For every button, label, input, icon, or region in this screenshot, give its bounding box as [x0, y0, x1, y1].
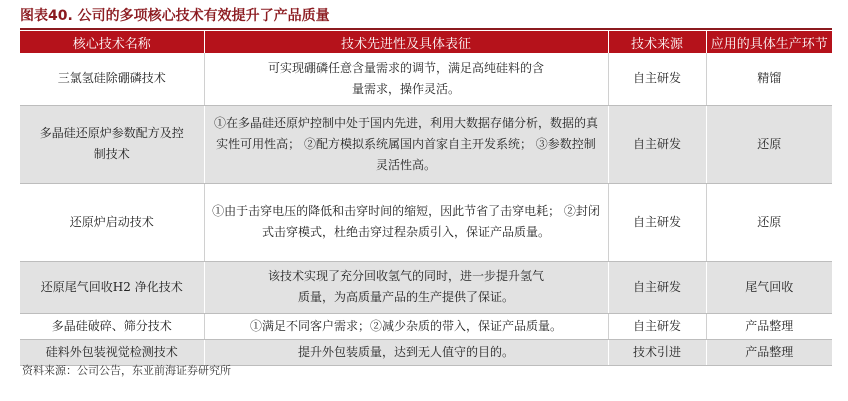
table-row [20, 313, 832, 339]
cell-tech-source: 技术引进 [608, 339, 706, 365]
table-row [20, 105, 832, 183]
cell-tech-desc: 该技术实现了充分回收氢气的同时，进一步提升氢气质量，为高质量产品的生产提供了保证。 [204, 261, 608, 313]
cell-production-stage: 精馏 [706, 53, 832, 105]
source-note: 资料来源：公司公告，东亚前海证券研究所 [22, 364, 231, 377]
header-tech-source: 技术来源 [608, 31, 706, 53]
cell-tech-desc: ①满足不同客户需求；②减少杂质的带入，保证产品质量。 [204, 313, 608, 339]
cell-tech-source: 自主研发 [608, 261, 706, 313]
table-row [20, 183, 832, 261]
cell-tech-name: 三氯氢硅除硼磷技术 [20, 53, 204, 105]
cell-tech-source: 自主研发 [608, 105, 706, 183]
cell-production-stage: 尾气回收 [706, 261, 832, 313]
cell-production-stage: 还原 [706, 105, 832, 183]
cell-tech-desc: 可实现硼磷任意含量需求的调节，满足高纯硅料的含量需求，操作灵活。 [204, 53, 608, 105]
core-tech-table [20, 31, 832, 366]
cell-tech-desc: 提升外包装质量，达到无人值守的目的。 [204, 339, 608, 365]
cell-tech-name: 硅料外包装视觉检测技术 [20, 339, 204, 365]
header-tech-name: 核心技术名称 [20, 31, 204, 53]
cell-tech-name: 还原炉启动技术 [20, 183, 204, 261]
cell-tech-source: 自主研发 [608, 183, 706, 261]
cell-tech-desc: ①在多晶硅还原炉控制中处于国内先进，利用大数据存储分析，数据的真实性可用性高； ②配方模拟系统属国内首家自主开发系统； ③参数控制灵活性高。 [204, 105, 608, 183]
cell-tech-desc: ①由于击穿电压的降低和击穿时间的缩短，因此节省了击穿电耗； ②封闭式击穿模式，杜绝击穿过程杂质引入，保证产品质量。 [204, 183, 608, 261]
figure-title: 图表40. 公司的多项核心技术有效提升了产品质量 [20, 8, 330, 24]
cell-tech-name: 多晶硅还原炉参数配方及控制技术 [20, 105, 204, 183]
table-header-row [20, 31, 832, 53]
table-row [20, 261, 832, 313]
table-row [20, 53, 832, 105]
header-tech-desc: 技术先进性及具体表征 [204, 31, 608, 53]
cell-tech-name: 多晶硅破碎、筛分技术 [20, 313, 204, 339]
title-rule [20, 28, 832, 30]
cell-tech-source: 自主研发 [608, 53, 706, 105]
cell-production-stage: 还原 [706, 183, 832, 261]
cell-production-stage: 产品整理 [706, 339, 832, 365]
cell-tech-source: 自主研发 [608, 313, 706, 339]
header-production-stage: 应用的具体生产环节 [706, 31, 832, 53]
cell-production-stage: 产品整理 [706, 313, 832, 339]
cell-tech-name: 还原尾气回收H2 净化技术 [20, 261, 204, 313]
